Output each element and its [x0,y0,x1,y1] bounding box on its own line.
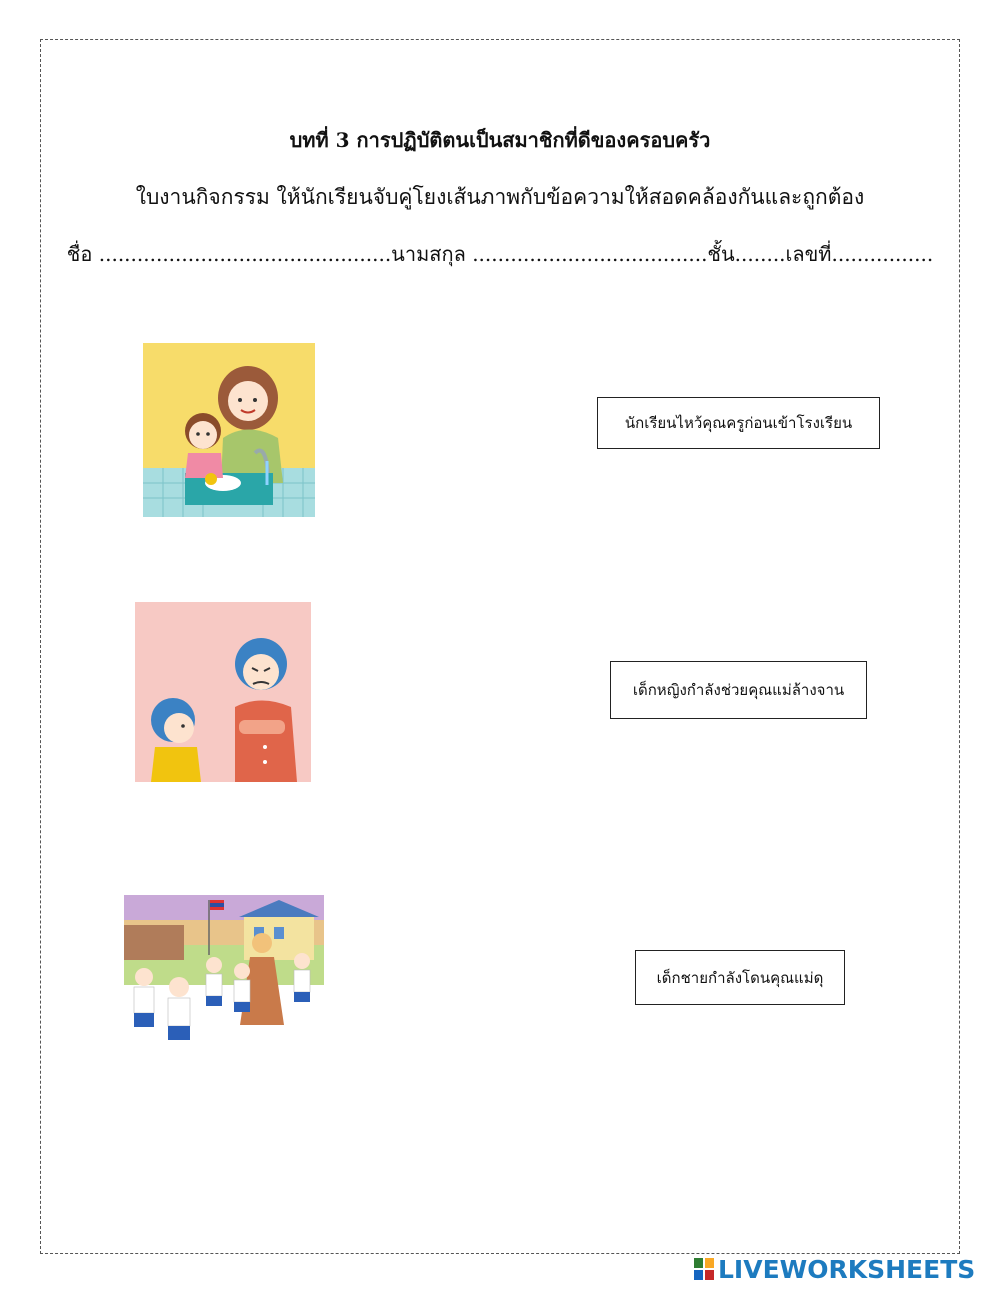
liveworksheets-logo-icon [694,1258,714,1280]
school-greeting-illustration [124,895,324,1061]
worksheet-title: บทที่ 3 การปฏิบัติตนเป็นสมาชิกที่ดีของครอบครัว [289,128,711,152]
mother-scolding-boy-picture[interactable] [135,602,311,782]
answer-text: นักเรียนไหว้คุณครูก่อนเข้าโรงเรียน [624,414,853,432]
answer-box-3[interactable] [635,950,845,1005]
answer-text: เด็กหญิงกำลังช่วยคุณแม่ล้างจาน [632,681,845,699]
students-greeting-teacher-picture[interactable] [124,895,324,1061]
logo-text: LIVEWORKSHEETS [718,1254,976,1284]
mother-daughter-washing-dishes-picture[interactable] [143,343,315,517]
scolding-illustration [135,602,311,782]
student-info-line: ชื่อ ..............................................นามสกุล .....................................ชั้น........เลขที่................ [66,242,934,266]
answer-text: เด็กชายกำลังโดนคุณแม่ดุ [656,968,824,987]
worksheet-instruction: ใบงานกิจกรรม ให้นักเรียนจับคู่โยงเส้นภาพกับข้อความให้สอดคล้องกันและถูกต้อง [135,185,865,209]
washing-dishes-illustration [143,343,315,517]
answer-box-2[interactable] [610,661,867,719]
answer-box-1[interactable] [597,397,880,449]
liveworksheets-logo[interactable] [694,1254,975,1284]
